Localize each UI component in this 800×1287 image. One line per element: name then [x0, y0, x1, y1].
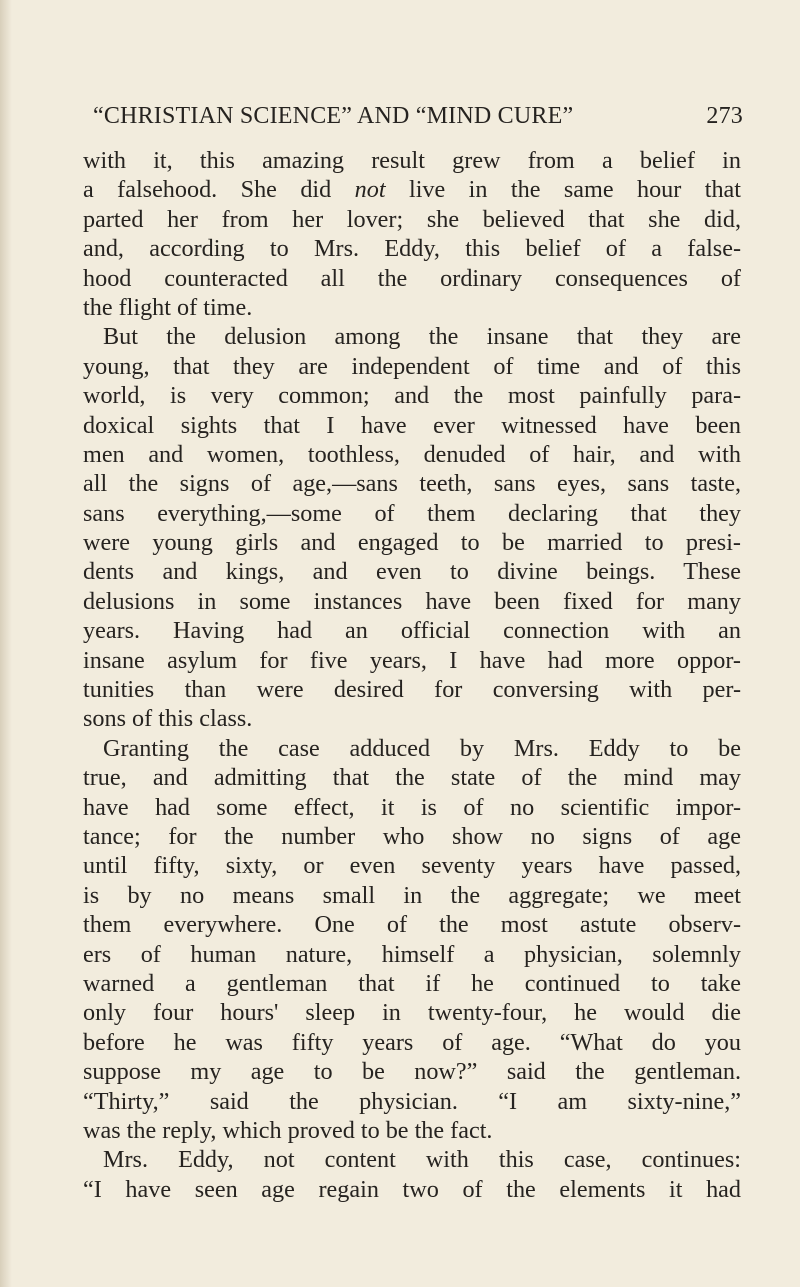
text-line: the flight of time.	[83, 293, 253, 321]
text-line: only four hours' sleep in twenty-four, he would die	[83, 999, 741, 1027]
text-line: young, that they are independent of time and of this	[83, 352, 741, 380]
text-line: delusions in some instances have been fixed for many	[83, 587, 741, 615]
text-line: have had some effect, it is of no scientific impor-	[83, 793, 741, 821]
running-head	[93, 103, 743, 139]
text-line: “Thirty,” said the physician. “I am sixty-nine,”	[83, 1087, 741, 1115]
running-title: “CHRISTIAN SCIENCE” AND “MIND CURE”	[93, 103, 574, 129]
text-line: tunities than were desired for conversing with per-	[83, 676, 741, 704]
text-line: sans everything,—some of them declaring that they	[83, 499, 741, 527]
text-line: insane asylum for five years, I have had more oppor-	[83, 646, 741, 674]
text-segment: live in the same hour that	[385, 176, 741, 204]
text-line: before he was fifty years of age. “What do you	[83, 1028, 741, 1056]
paragraph-first-line: But the delusion among the insane that they are	[103, 323, 741, 351]
text-line: and, according to Mrs. Eddy, this belief of a false-	[83, 235, 741, 263]
text-line: were young girls and engaged to be married to presi-	[83, 529, 741, 557]
paragraph-first-line: Mrs. Eddy, not content with this case, continues:	[103, 1146, 741, 1174]
emphasized-word: not	[354, 176, 386, 204]
text-line: until fifty, sixty, or even seventy years have passed,	[83, 852, 741, 880]
body-text	[83, 146, 741, 1204]
text-line: suppose my age to be now?” said the gentleman.	[83, 1058, 741, 1086]
text-line: them everywhere. One of the most astute observ-	[83, 911, 741, 939]
text-line: warned a gentleman that if he continued to take	[83, 969, 741, 997]
text-line: tance; for the number who show no signs of age	[83, 822, 741, 850]
text-line-with-emphasis	[83, 175, 741, 204]
text-line: dents and kings, and even to divine beings. These	[83, 558, 741, 586]
text-line: ers of human nature, himself a physician, solemnly	[83, 940, 741, 968]
text-line: doxical sights that I have ever witnessed have been	[83, 411, 741, 439]
text-line: parted her from her lover; she believed that she did,	[83, 205, 741, 233]
text-line: was the reply, which proved to be the fact.	[83, 1116, 493, 1144]
text-line: with it, this amazing result grew from a belief in	[83, 147, 741, 174]
page-number: 273	[706, 103, 743, 129]
text-line: true, and admitting that the state of the mind may	[83, 764, 741, 792]
paragraph-first-line: Granting the case adduced by Mrs. Eddy to be	[103, 734, 741, 762]
text-line: “I have seen age regain two of the elements it had	[83, 1175, 741, 1203]
page-edge-shadow	[0, 0, 12, 1287]
text-line: hood counteracted all the ordinary consequences of	[83, 264, 741, 292]
text-line: sons of this class.	[83, 705, 253, 733]
text-line: all the signs of age,—sans teeth, sans eyes, sans taste,	[83, 470, 741, 498]
text-segment: a falsehood. She did	[83, 176, 355, 204]
text-line: men and women, toothless, denuded of hair, and with	[83, 440, 741, 468]
text-line: is by no means small in the aggregate; we meet	[83, 881, 741, 909]
text-line: world, is very common; and the most painfully para-	[83, 382, 741, 410]
text-line: years. Having had an official connection with an	[83, 617, 741, 645]
